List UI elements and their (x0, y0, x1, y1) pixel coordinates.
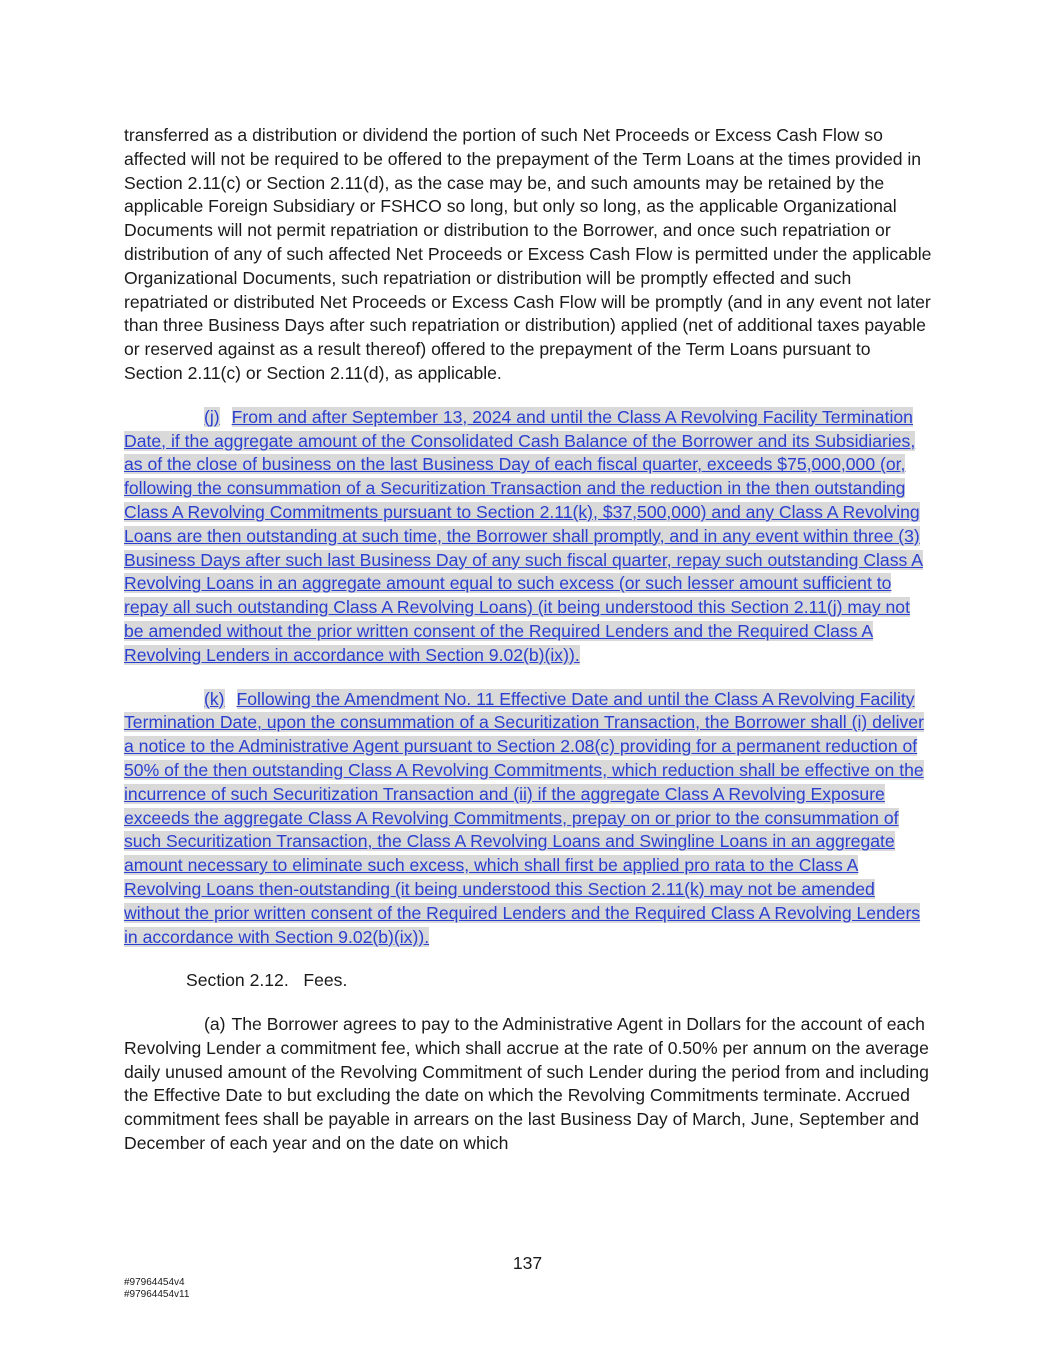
page-number: 137 (512, 1253, 543, 1273)
clause-j (124, 406, 932, 668)
clause-a-text: The Borrower agrees to pay to the Administrative Agent in Dollars for the account of each Revolving Lender a commitment fee, which shall accrue at the rate of 0.50% per annum on the average daily unused amount of the Revolving Commitment of such Lender during the period from and including the Effective Date to but excluding the date on which the Revolving Commitments terminate. Accrued commitment fees shall be payable in arrears on the last Business Day of March, June, September and December of each year and on the date on which (124, 1014, 929, 1154)
paragraph-continuation: transferred as a distribution or dividend the portion of such Net Proceeds or Excess Cash Flow so affected will not be required to be offered to the prepayment of the Term Loans at the times provided in Section 2.11(c) or Section 2.11(d), as the case may be, and such amounts may be retained by the applicable Foreign Subsidiary or FSHCO so long, but only so long, as the applicable Organizational Documents will not permit repatriation or distribution to the Borrower, and once such repatriation or distribution of any of such affected Net Proceeds or Excess Cash Flow is permitted under the applicable Organizational Documents, such repatriation or distribution will be promptly effected and such repatriated or distributed Net Proceeds or Excess Cash Flow will be promptly (and in any event not later than three Business Days after such repatriation or distribution) applied (net of additional taxes payable or reserved against as a result thereof) offered to the prepayment of the Term Loans pursuant to Section 2.11(c) or Section 2.11(d), as applicable. (124, 125, 932, 383)
clause-j-label: (j) (204, 406, 220, 427)
document-id: #97964454v4 (124, 1277, 185, 1288)
document-id: #97964454v11 (124, 1289, 190, 1300)
clause-k-label: (k) (204, 688, 225, 709)
clause-k-text: Following the Amendment No. 11 Effective Date and until the Class A Revolving Facility Termination Date, upon the consummation of a Securitization Transaction, the Borrower shall (i) deliver a notice to the Administrative Agent pursuant to Section 2.08(c) providing for a permanent reduction of 50% of the then outstanding Class A Revolving Commitments, which reduction shall be effective on the incurrence of such Securitization Transaction and (ii) if the aggregate Class A Revolving Exposure exceeds the aggregate Class A Revolving Commitments, prepay on or prior to the consummation of such Securitization Transaction, the Class A Revolving Loans and Swingline Loans in an aggregate amount necessary to eliminate such excess, which shall first be applied pro rata to the Class A Revolving Loans then-outstanding (it being understood this Section 2.11(k) may not be amended without the prior written consent of the Required Lenders and the Required Class A Revolving Lenders in accordance with Section 9.02(b)(ix)). (124, 688, 924, 947)
clause-a-label: (a) (204, 1014, 226, 1035)
clause-j-text: From and after September 13, 2024 and until the Class A Revolving Facility Termination Date, if the aggregate amount of the Consolidated Cash Balance of the Borrower and its Subsidiaries, as of the close of business on the last Business Day of each fiscal quarter, exceeds $75,000,000 (or, following the consummation of a Securitization Transaction and the reduction in the then outstanding Class A Revolving Commitments pursuant to Section 2.11(k), $37,500,000) and any Class A Revolving Loans are then outstanding at such time, the Borrower shall promptly, and in any event within three (3) Business Days after such last Business Day of any such fiscal quarter, repay such outstanding Class A Revolving Loans in an aggregate amount equal to such excess (or such lesser amount sufficient to repay all such outstanding Class A Revolving Loans) (it being understood this Section 2.11(j) may not be amended without the prior written consent of the Required Lenders and the Required Class A Revolving Lenders in accordance with Section 9.02(b)(ix)). (124, 406, 923, 665)
document-page (124, 124, 932, 1156)
clause-a (124, 1013, 932, 1156)
clause-k (124, 688, 932, 950)
document-ids (124, 1277, 189, 1301)
section-heading: Section 2.12. Fees. (186, 970, 348, 991)
